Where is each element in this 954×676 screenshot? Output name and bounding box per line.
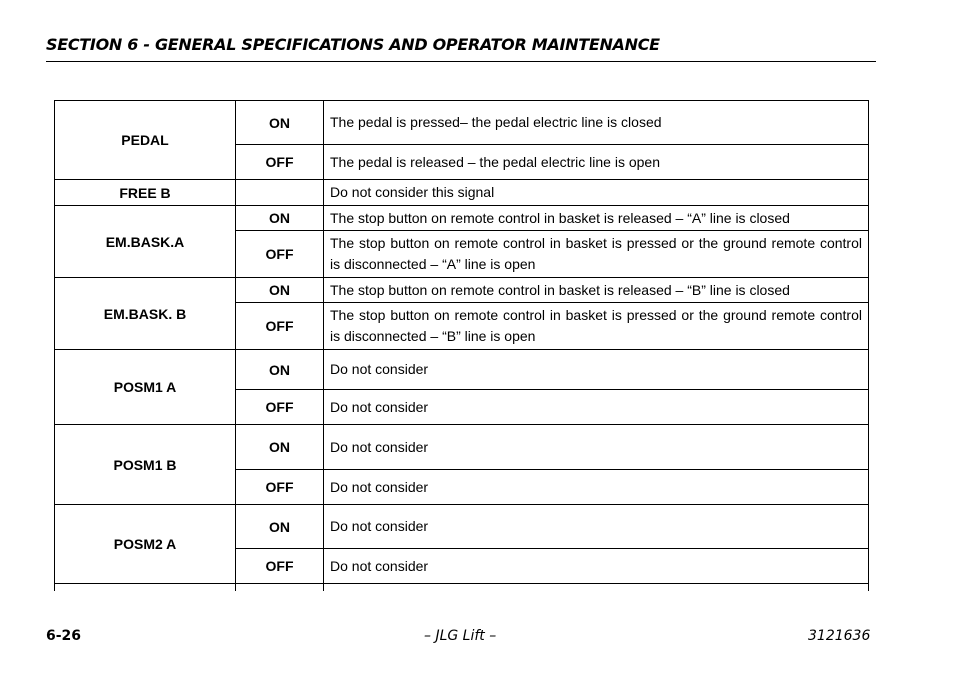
signal-name: FREE B xyxy=(55,180,236,206)
state-description: The pedal is released – the pedal electric line is open xyxy=(324,145,869,180)
section-header: SECTION 6 - GENERAL SPECIFICATIONS AND OPERATOR MAINTENANCE xyxy=(46,35,660,54)
state-label xyxy=(236,180,324,206)
state-description: Do not consider xyxy=(324,425,869,470)
table-row xyxy=(55,278,869,303)
document-number: 3121636 xyxy=(808,628,871,644)
state-description: The stop button on remote control in basket is released – “A” line is closed xyxy=(324,206,869,231)
state-label: OFF xyxy=(236,231,324,278)
signal-name: POSM1 A xyxy=(55,350,236,425)
footer-brand: – JLG Lift – xyxy=(424,628,497,644)
signal-name: EM.BASK.A xyxy=(55,206,236,278)
state-label: OFF xyxy=(236,549,324,584)
state-description: Do not consider xyxy=(324,470,869,505)
table-row xyxy=(55,350,869,390)
table-row xyxy=(55,206,869,231)
header-divider xyxy=(46,61,876,62)
table-row xyxy=(55,425,869,470)
state-label: ON xyxy=(236,350,324,390)
state-label: OFF xyxy=(236,303,324,350)
state-label: OFF xyxy=(236,390,324,425)
state-description: Do not consider this signal xyxy=(324,180,869,206)
state-description: The stop button on remote control in basket is pressed or the ground remote control is disconnected – “A” line is open xyxy=(324,231,869,278)
state-label: OFF xyxy=(236,145,324,180)
signal-name: POSM1 B xyxy=(55,425,236,505)
state-label: ON xyxy=(236,278,324,303)
signal-spec-table xyxy=(54,100,869,591)
state-description: The stop button on remote control in basket is pressed or the ground remote control is disconnected – “B” line is open xyxy=(324,303,869,350)
state-description: Do not consider xyxy=(324,390,869,425)
state-description: The pedal is pressed– the pedal electric line is closed xyxy=(324,101,869,145)
table-row xyxy=(55,505,869,549)
signal-name: EM.BASK. B xyxy=(55,278,236,350)
signal-name: POSM2 A xyxy=(55,505,236,584)
state-description: Do not consider xyxy=(324,350,869,390)
table-continuation-row xyxy=(55,584,869,592)
state-description: The stop button on remote control in basket is released – “B” line is closed xyxy=(324,278,869,303)
state-label: ON xyxy=(236,425,324,470)
table-row xyxy=(55,101,869,145)
state-label: OFF xyxy=(236,470,324,505)
page-number: 6-26 xyxy=(46,628,82,644)
state-description: Do not consider xyxy=(324,549,869,584)
state-label: ON xyxy=(236,206,324,231)
state-label: ON xyxy=(236,505,324,549)
state-description: Do not consider xyxy=(324,505,869,549)
table-row xyxy=(55,180,869,206)
state-label: ON xyxy=(236,101,324,145)
signal-name: PEDAL xyxy=(55,101,236,180)
